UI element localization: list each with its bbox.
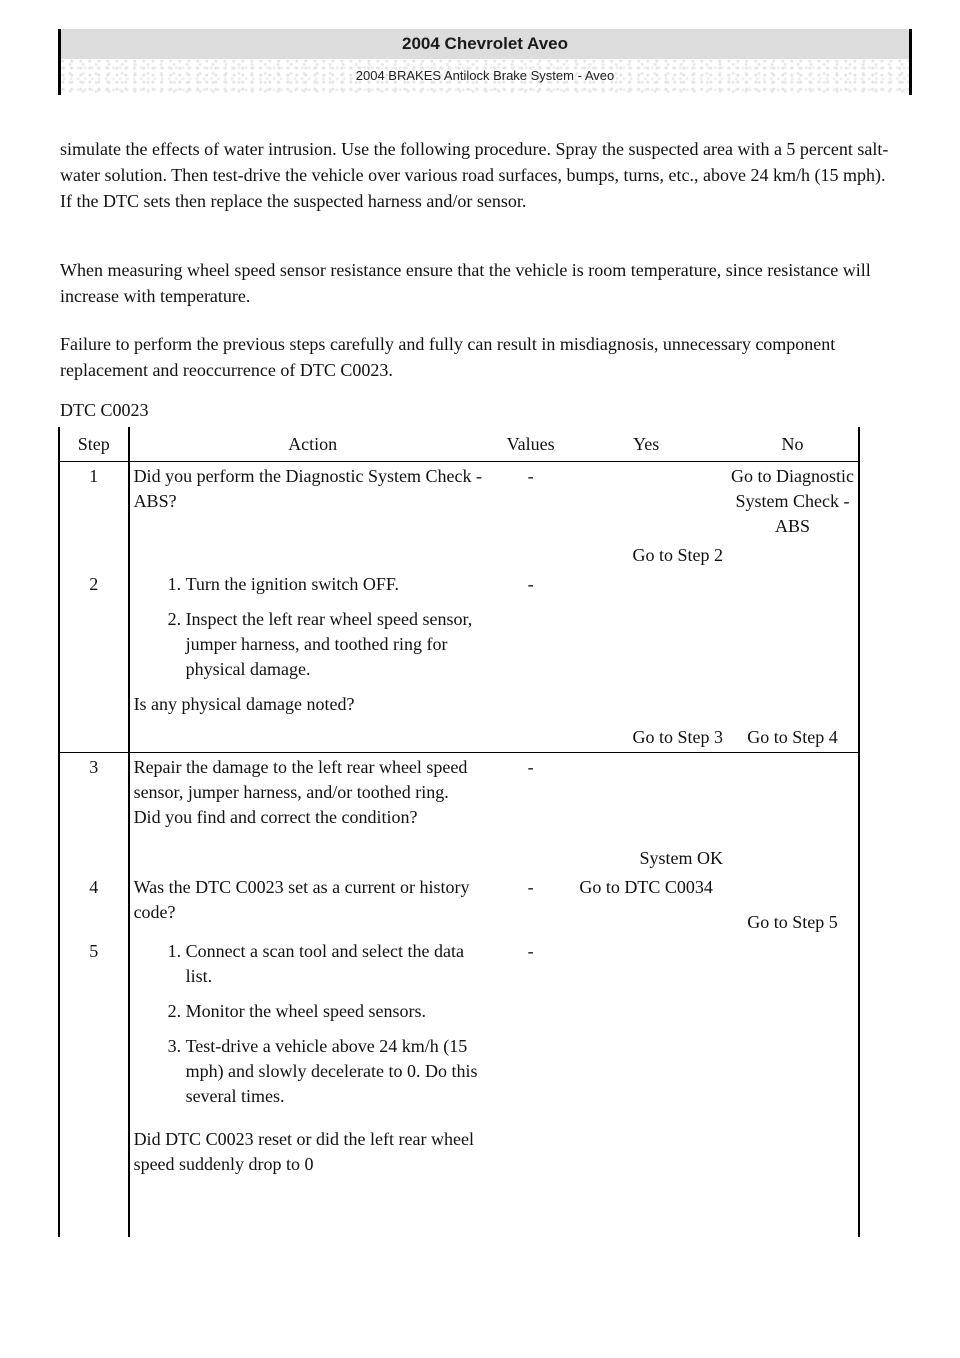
header-no: No: [727, 427, 859, 462]
step-action: Did you perform the Diagnostic System Check - ABS?: [133, 466, 482, 511]
table-row: [59, 462, 859, 570]
step-yes: [565, 937, 727, 1237]
step-no: Go to Diagnostic System Check - ABS: [727, 462, 859, 570]
step-yes: Go to DTC C0034: [579, 876, 713, 897]
section-title: DTC C0023: [60, 400, 149, 420]
table-row: [59, 937, 859, 1237]
table-header-row: [59, 427, 859, 462]
step-yes: Go to Step 2: [632, 544, 723, 565]
header-values: Values: [496, 427, 566, 462]
list-item: 2. Monitor the wheel speed sensors.: [186, 999, 492, 1024]
step-no: Go to Step 5: [727, 873, 859, 937]
step-action-list: [134, 572, 492, 682]
step-values: -: [527, 876, 534, 897]
list-item: 1. Turn the ignition switch OFF.: [186, 572, 492, 597]
table-row: [59, 570, 859, 753]
step-yes: Go to Step 3: [565, 570, 727, 753]
step-number: 5: [59, 937, 129, 1237]
table-row: [59, 753, 859, 873]
step-values: -: [527, 940, 534, 961]
header-step: Step: [59, 427, 129, 462]
page-header: [58, 29, 912, 95]
step-number: 3: [59, 753, 129, 873]
table-row: [59, 873, 859, 937]
step-action-text: Repair the damage to the left rear wheel speed sensor, jumper harness, and/or toothed ring.: [133, 757, 468, 802]
header-title: 2004 Chevrolet Aveo: [61, 29, 909, 59]
step-values: -: [527, 466, 534, 486]
paragraph-failure-warning: Failure to perform the previous steps carefully and fully can result in misdiagnosis, unnecessary component replacement and reoccurrence of DTC C0023.: [60, 334, 836, 380]
step-action: [129, 570, 496, 753]
step-no: [727, 753, 859, 873]
header-subtitle: 2004 BRAKES Antilock Brake System - Aveo: [61, 59, 909, 93]
step-action-list: [134, 939, 492, 1109]
step-number: 4: [59, 873, 129, 937]
step-yes: System OK: [639, 847, 723, 868]
step-action: [129, 937, 496, 1237]
list-item: 2. Inspect the left rear wheel speed sensor, jumper harness, and toothed ring for physical damage.: [186, 607, 492, 682]
list-item: 3. Test-drive a vehicle above 24 km/h (15 mph) and slowly decelerate to 0. Do this several times.: [186, 1034, 492, 1109]
paragraph-water-intrusion: simulate the effects of water intrusion. Use the following procedure. Spray the suspected area with a 5 percent salt-water solution. Then test-drive the vehicle over various road surfaces, bumps, turns, etc., above 24 km/h (15 mph). If the DTC sets then replace the suspected harness and/or sensor.: [60, 139, 889, 211]
step-action: [129, 753, 496, 873]
header-action: Action: [129, 427, 496, 462]
step-question: Did you find and correct the condition?: [133, 807, 418, 827]
header-yes: Yes: [565, 427, 727, 462]
dtc-table: [58, 427, 860, 1237]
step-no: Go to Step 4: [727, 570, 859, 753]
step-action: Was the DTC C0023 set as a current or history code?: [133, 876, 470, 922]
step-values: -: [496, 570, 566, 753]
paragraph-resistance: When measuring wheel speed sensor resistance ensure that the vehicle is room temperature, since resistance will increase with temperature.: [60, 260, 871, 306]
step-question: Did DTC C0023 reset or did the left rear wheel speed suddenly drop to 0: [133, 1128, 474, 1174]
step-values: -: [527, 757, 534, 777]
list-item: 1. Connect a scan tool and select the data list.: [186, 939, 492, 989]
step-number: 2: [59, 570, 129, 753]
step-no: [727, 937, 859, 1237]
step-number: 1: [59, 462, 129, 570]
step-question: Is any physical damage noted?: [133, 693, 355, 714]
